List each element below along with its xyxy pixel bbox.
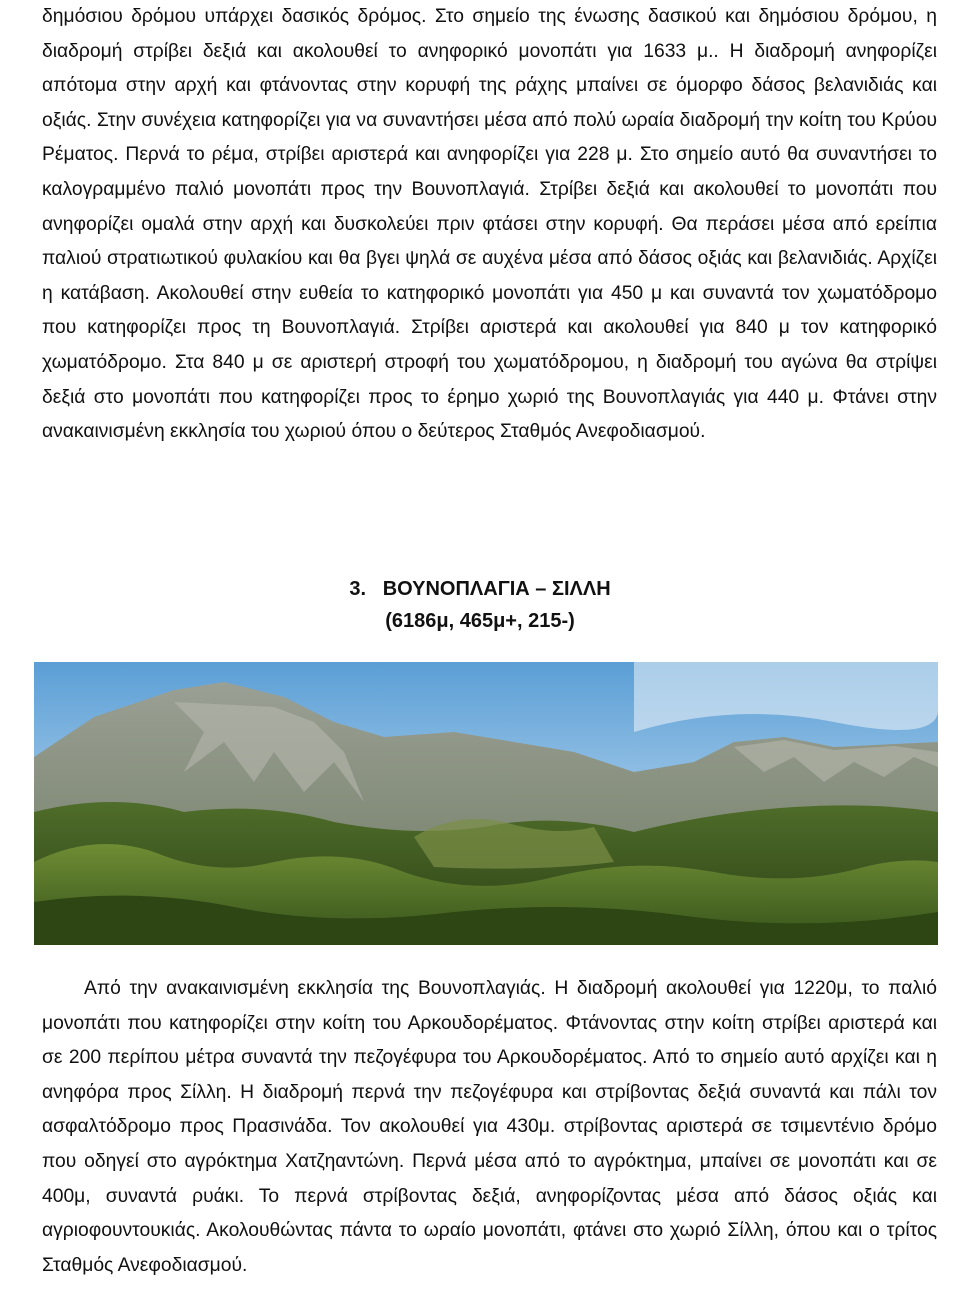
mountain-landscape-photo	[34, 662, 938, 945]
route-description-paragraph: δημόσιου δρόμου υπάρχει δασικός δρόμος. Στο σημείο της ένωσης δασικού και δημόσιου δρόμου, η διαδρομή στρίβει δεξιά και ακολουθεί το ανηφορικό μονοπάτι για 1633 μ.. Η διαδρομή ανηφορίζει απότομα στην αρχή και φτάνοντας στην κορυφή της ράχης μπαίνει σε όμορφο δάσος βελανιδιάς και οξιάς. Στην συνέχεια κατηφορίζει για να συναντήσει μέσα από πολύ ωραία διαδρομή την κοίτη του Κρύου Ρέματος. Περνά το ρέμα, στρίβει αριστερά και ανηφορίζει για 228 μ. Στο σημείο αυτό θα συναντήσει το καλογραμμένο παλιό μονοπάτι προς την Βουνοπλαγιά. Στρίβει δεξιά και ακολουθεί το μονοπάτι που ανηφορίζει ομαλά στην αρχή και δυσκολεύει πριν φτάσει στην κορυφή. Θα περάσει μέσα από ερείπια παλιού στρατιωτικού φυλακίου και θα βγει ψηλά σε αυχένα μέσα από δάσος οξιάς και βελανιδιάς. Αρχίζει η κατάβαση. Ακολουθεί στην ευθεία το κατηφορικό μονοπάτι για 450 μ και συναντά τον χωματόδρομο που κατηφορίζει προς τη Βουνοπλαγιά. Στρίβει αριστερά και ακολουθεί για 840 μ τον κατηφορικό χωματόδρομο. Στα 840 μ σε αριστερή στροφή του χωματόδρομου, η διαδρομή του αγώνα θα στρίψει δεξιά στο μονοπάτι που κατηφορίζει προς το έρημο χωριό της Βουνοπλαγιάς για 440 μ. Φτάνει στην ανακαινισμένη εκκλησία του χωριού όπου ο δεύτερος Σταθμός Ανεφοδιασμού.	[42, 6, 937, 443]
section-title: 3. ΒΟΥΝΟΠΛΑΓΙΑ – ΣΙΛΛΗ	[349, 578, 611, 600]
section-stats: (6186μ, 465μ+, 215-)	[385, 610, 575, 632]
route-description-paragraph-2: Από την ανακαινισμένη εκκλησία της Βουνοπλαγιάς. Η διαδρομή ακολουθεί για 1220μ, το παλιό μονοπάτι που κατηφορίζει στην κοίτη του Αρκουδορέματος. Φτάνοντας στην κοίτη στρίβει αριστερά και σε 200 περίπου μέτρα συναντά την πεζογέφυρα του Αρκουδορέματος. Από το σημείο αυτό αρχίζει και η ανηφόρα προς Σίλλη. Η διαδρομή περνά την πεζογέφυρα και στρίβοντας δεξιά συναντά και πάλι τον ασφαλτόδρομο προς Πρασινάδα. Τον ακολουθεί για 430μ. στρίβοντας αριστερά σε τσιμεντένιο δρόμο που οδηγεί στο αγρόκτημα Χατζηαντώνη. Περνά μέσα από το αγρόκτημα, μπαίνει σε μονοπάτι και σε 400μ, συναντά ρυάκι. Το περνά στρίβοντας δεξιά, ανηφορίζοντας μέσα από δάσος οξιάς και αγριοφουντουκιάς. Ακολουθώντας πάντα το ωραίο μονοπάτι, φτάνει στο χωριό Σίλλη, όπου και ο τρίτος Σταθμός Ανεφοδιασμού.	[42, 978, 937, 1276]
